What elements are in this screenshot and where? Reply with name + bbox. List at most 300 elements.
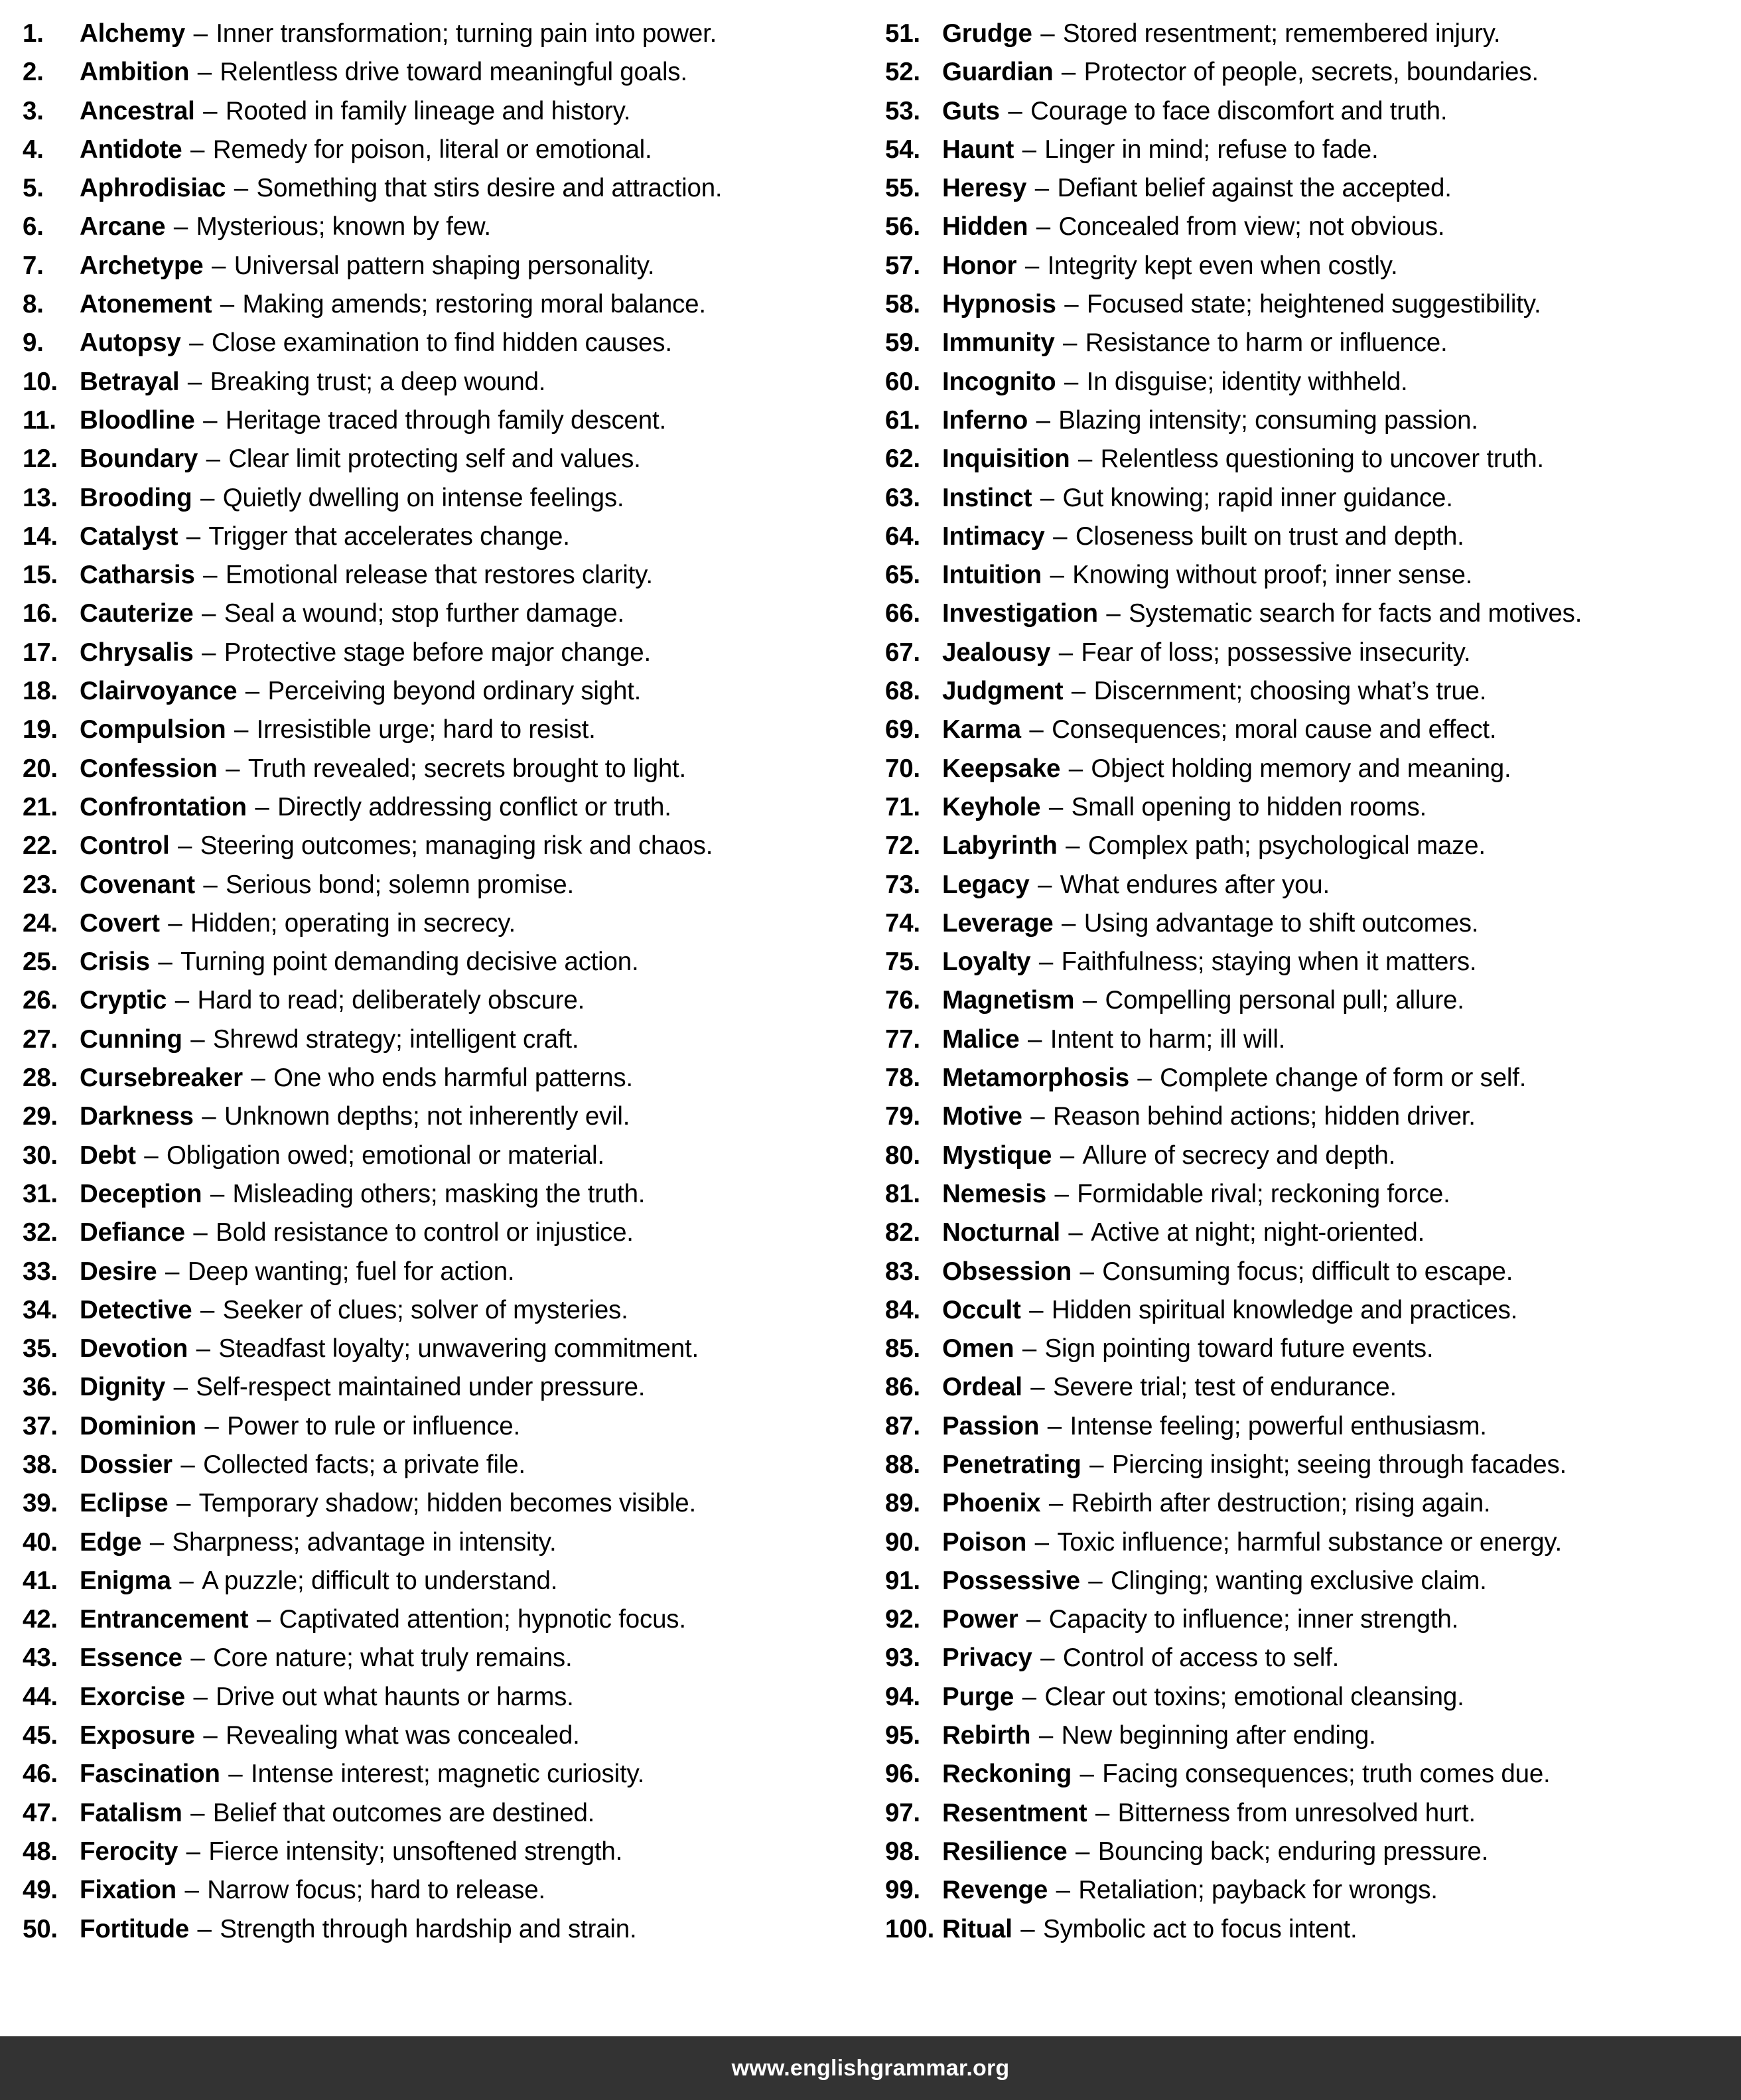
vocabulary-definition: Unknown depths; not inherently evil.: [224, 1102, 630, 1131]
term-definition-separator: –: [1038, 947, 1054, 977]
vocabulary-term: Ambition: [80, 58, 190, 87]
term-definition-separator: –: [173, 212, 188, 242]
term-definition-separator: –: [1068, 1218, 1083, 1247]
vocabulary-term: Purge: [942, 1682, 1014, 1711]
list-item-number: 49.: [23, 1876, 58, 1905]
list-item-number: 26.: [23, 986, 58, 1015]
vocabulary-definition: Capacity to influence; inner strength.: [1048, 1605, 1459, 1634]
vocabulary-term: Ferocity: [80, 1837, 178, 1866]
term-definition-separator: –: [1024, 251, 1040, 280]
list-item-number: 78.: [885, 1064, 920, 1093]
vocabulary-term: Guts: [942, 96, 1000, 125]
vocabulary-term: Occult: [942, 1295, 1021, 1324]
vocabulary-definition: Bouncing back; enduring pressure.: [1097, 1837, 1489, 1866]
list-item: [23, 1214, 859, 1252]
list-item: [885, 1716, 1725, 1755]
vocabulary-definition: Facing consequences; truth comes due.: [1102, 1760, 1551, 1789]
left-word-list: [23, 15, 859, 1949]
term-definition-separator: –: [1034, 174, 1049, 203]
term-definition-separator: –: [193, 1682, 208, 1711]
list-item: [885, 904, 1725, 943]
term-definition-separator: –: [190, 135, 205, 164]
vocabulary-definition: Self-respect maintained under pressure.: [196, 1373, 646, 1402]
right-word-list: [885, 15, 1725, 1949]
term-definition-separator: –: [1089, 1450, 1104, 1479]
vocabulary-definition: Hidden spiritual knowledge and practices.: [1051, 1295, 1518, 1324]
vocabulary-definition: Object holding memory and meaning.: [1091, 754, 1511, 783]
term-definition-separator: –: [196, 1334, 210, 1364]
vocabulary-term: Dignity: [80, 1373, 166, 1402]
term-definition-separator: –: [1036, 405, 1050, 435]
list-item-number: 13.: [23, 483, 58, 512]
vocabulary-term: Malice: [942, 1024, 1020, 1054]
vocabulary-term: Essence: [80, 1644, 182, 1673]
list-item: [885, 1523, 1725, 1562]
vocabulary-definition: Defiant belief against the accepted.: [1057, 174, 1452, 203]
vocabulary-definition: Blazing intensity; consuming passion.: [1058, 405, 1478, 435]
list-item-number: 90.: [885, 1527, 920, 1557]
vocabulary-definition: Strength through hardship and strain.: [220, 1914, 637, 1943]
list-item-number: 88.: [885, 1450, 920, 1479]
list-item-number: 10.: [23, 367, 58, 396]
list-item-number: 67.: [885, 638, 920, 667]
vocabulary-term: Guardian: [942, 58, 1054, 87]
vocabulary-definition: Turning point demanding decisive action.: [180, 947, 639, 977]
list-item-number: 66.: [885, 599, 920, 628]
list-item: [885, 1059, 1725, 1097]
vocabulary-definition: Systematic search for facts and motives.: [1129, 599, 1582, 628]
list-item: [885, 1910, 1725, 1949]
list-item-number: 17.: [23, 638, 58, 667]
vocabulary-term: Compulsion: [80, 715, 226, 744]
vocabulary-definition: Knowing without proof; inner sense.: [1072, 561, 1473, 590]
vocabulary-term: Investigation: [942, 599, 1098, 628]
vocabulary-definition: Collected facts; a private file.: [203, 1450, 525, 1479]
term-definition-separator: –: [190, 1798, 205, 1827]
term-definition-separator: –: [1066, 831, 1080, 861]
list-item-number: 47.: [23, 1798, 58, 1827]
list-item-number: 72.: [885, 831, 920, 861]
list-item: [885, 518, 1725, 556]
term-definition-separator: –: [203, 1721, 218, 1750]
vocabulary-definition: Intense interest; magnetic curiosity.: [250, 1760, 645, 1789]
list-item-number: 65.: [885, 561, 920, 590]
vocabulary-definition: Close examination to find hidden causes.: [211, 328, 672, 358]
vocabulary-term: Catharsis: [80, 561, 195, 590]
vocabulary-term: Confrontation: [80, 792, 247, 821]
list-item: [885, 131, 1725, 169]
vocabulary-definition: Complex path; psychological maze.: [1087, 831, 1486, 861]
term-definition-separator: –: [203, 870, 218, 899]
vocabulary-definition: Relentless questioning to uncover truth.: [1100, 445, 1544, 474]
vocabulary-definition: Directly addressing conflict or truth.: [277, 792, 671, 821]
list-item-number: 54.: [885, 135, 920, 164]
term-definition-separator: –: [193, 1218, 208, 1247]
term-definition-separator: –: [203, 561, 218, 590]
vocabulary-term: Keyhole: [942, 792, 1041, 821]
vocabulary-definition: Emotional release that restores clarity.: [225, 561, 653, 590]
list-item: [885, 15, 1725, 53]
vocabulary-definition: Shrewd strategy; intelligent craft.: [212, 1024, 579, 1054]
vocabulary-definition: Allure of secrecy and depth.: [1082, 1141, 1396, 1170]
vocabulary-term: Fatalism: [80, 1798, 182, 1827]
vocabulary-term: Passion: [942, 1411, 1040, 1440]
vocabulary-definition: Rebirth after destruction; rising again.: [1071, 1489, 1491, 1518]
list-item: [23, 285, 859, 324]
term-definition-separator: –: [189, 328, 204, 358]
list-item: [23, 1253, 859, 1291]
list-item: [885, 479, 1725, 518]
list-item-number: 86.: [885, 1373, 920, 1402]
vocabulary-term: Darkness: [80, 1102, 194, 1131]
list-item-number: 34.: [23, 1295, 58, 1324]
list-item: [885, 324, 1725, 362]
list-item-number: 29.: [23, 1102, 58, 1131]
vocabulary-definition: Serious bond; solemn promise.: [226, 870, 574, 899]
term-definition-separator: –: [187, 367, 202, 396]
vocabulary-term: Instinct: [942, 483, 1032, 512]
vocabulary-term: Fixation: [80, 1876, 176, 1905]
site-footer-bar: [0, 2036, 1741, 2100]
vocabulary-term: Obsession: [942, 1257, 1072, 1286]
vocabulary-term: Inferno: [942, 405, 1028, 435]
list-item-number: 28.: [23, 1064, 58, 1093]
vocabulary-definition: Captivated attention; hypnotic focus.: [279, 1605, 686, 1634]
vocabulary-definition: Formidable rival; reckoning force.: [1077, 1179, 1450, 1208]
list-item-number: 20.: [23, 754, 58, 783]
list-item-number: 21.: [23, 792, 58, 821]
list-item-number: 96.: [885, 1760, 920, 1789]
vocabulary-term: Ancestral: [80, 96, 195, 125]
list-item-number: 94.: [885, 1682, 920, 1711]
list-item-number: 62.: [885, 445, 920, 474]
list-item-number: 93.: [885, 1644, 920, 1673]
list-item-number: 12.: [23, 445, 58, 474]
vocabulary-term: Detective: [80, 1295, 192, 1324]
term-definition-separator: –: [1079, 1257, 1094, 1286]
list-item-number: 41.: [23, 1566, 58, 1595]
term-definition-separator: –: [204, 1411, 219, 1440]
list-item-number: 3.: [23, 96, 44, 125]
list-item: [885, 981, 1725, 1020]
list-item: [885, 1600, 1725, 1639]
term-definition-separator: –: [1029, 1295, 1044, 1324]
list-item-number: 82.: [885, 1218, 920, 1247]
term-definition-separator: –: [1064, 367, 1079, 396]
list-item: [23, 131, 859, 169]
vocabulary-definition: Trigger that accelerates change.: [208, 522, 570, 551]
list-item: [885, 1833, 1725, 1871]
vocabulary-definition: Symbolic act to focus intent.: [1042, 1914, 1358, 1943]
list-item-number: 77.: [885, 1024, 920, 1054]
vocabulary-definition: Consuming focus; difficult to escape.: [1102, 1257, 1513, 1286]
left-column: [0, 15, 870, 2036]
list-item: [885, 247, 1725, 285]
vocabulary-definition: Fear of loss; possessive insecurity.: [1081, 638, 1471, 667]
term-definition-separator: –: [176, 1489, 191, 1518]
vocabulary-term: Magnetism: [942, 986, 1075, 1015]
term-definition-separator: –: [1054, 1179, 1069, 1208]
term-definition-separator: –: [234, 715, 249, 744]
term-definition-separator: –: [1028, 1024, 1042, 1054]
list-item: [885, 788, 1725, 827]
term-definition-separator: –: [1040, 483, 1055, 512]
vocabulary-definition: Quietly dwelling on intense feelings.: [222, 483, 624, 512]
vocabulary-term: Brooding: [80, 483, 192, 512]
term-definition-separator: –: [1022, 1682, 1036, 1711]
vocabulary-definition: Hard to read; deliberately obscure.: [197, 986, 585, 1015]
list-item-number: 19.: [23, 715, 58, 744]
vocabulary-definition: Steering outcomes; managing risk and chaos.: [200, 831, 713, 861]
term-definition-separator: –: [173, 1373, 188, 1402]
vocabulary-definition: Something that stirs desire and attraction.: [256, 174, 723, 203]
list-item-number: 25.: [23, 947, 58, 977]
term-definition-separator: –: [228, 1760, 243, 1789]
term-definition-separator: –: [210, 1179, 225, 1208]
list-item: [23, 1833, 859, 1871]
list-item-number: 58.: [885, 290, 920, 319]
term-definition-separator: –: [165, 1257, 180, 1286]
term-definition-separator: –: [1047, 1411, 1062, 1440]
list-item-number: 43.: [23, 1644, 58, 1673]
vocabulary-term: Judgment: [942, 677, 1064, 706]
vocabulary-term: Defiance: [80, 1218, 185, 1247]
vocabulary-definition: Integrity kept even when costly.: [1047, 251, 1398, 280]
list-item-number: 69.: [885, 715, 920, 744]
list-item: [885, 672, 1725, 711]
term-definition-separator: –: [186, 1837, 200, 1866]
vocabulary-term: Cryptic: [80, 986, 167, 1015]
list-item: [885, 1097, 1725, 1136]
vocabulary-term: Cursebreaker: [80, 1064, 243, 1093]
list-item: [23, 981, 859, 1020]
list-item: [23, 1484, 859, 1523]
term-definition-separator: –: [1061, 58, 1076, 87]
list-item: [885, 556, 1725, 595]
vocabulary-definition: Clear out toxins; emotional cleansing.: [1044, 1682, 1464, 1711]
term-definition-separator: –: [158, 947, 173, 977]
vocabulary-definition: Truth revealed; secrets brought to light.: [247, 754, 687, 783]
vocabulary-term: Phoenix: [942, 1489, 1041, 1518]
list-item: [885, 1253, 1725, 1291]
term-definition-separator: –: [1106, 599, 1121, 628]
vocabulary-term: Penetrating: [942, 1450, 1081, 1479]
term-definition-separator: –: [1040, 19, 1055, 48]
vocabulary-definition: Drive out what haunts or harms.: [216, 1682, 574, 1711]
vocabulary-term: Cunning: [80, 1024, 182, 1054]
list-item: [23, 788, 859, 827]
vocabulary-definition: Linger in mind; refuse to fade.: [1044, 135, 1379, 164]
list-item: [885, 1562, 1725, 1600]
list-item-number: 46.: [23, 1760, 58, 1789]
list-item-number: 33.: [23, 1257, 58, 1286]
list-item: [23, 1407, 859, 1446]
vocabulary-term: Keepsake: [942, 754, 1061, 783]
list-item-number: 38.: [23, 1450, 58, 1479]
list-item: [885, 943, 1725, 981]
vocabulary-definition: Focused state; heightened suggestibility.: [1086, 290, 1541, 319]
term-definition-separator: –: [1095, 1798, 1110, 1827]
vocabulary-term: Grudge: [942, 19, 1032, 48]
vocabulary-term: Catalyst: [80, 522, 178, 551]
list-item: [23, 1755, 859, 1793]
vocabulary-definition: Remedy for poison, literal or emotional.: [212, 135, 652, 164]
vocabulary-definition: Bitterness from unresolved hurt.: [1117, 1798, 1476, 1827]
vocabulary-term: Nemesis: [942, 1179, 1046, 1208]
vocabulary-term: Jealousy: [942, 638, 1051, 667]
list-item: [23, 1600, 859, 1639]
list-item-number: 50.: [23, 1914, 58, 1943]
vocabulary-term: Resentment: [942, 1798, 1087, 1827]
list-item: [885, 53, 1725, 92]
vocabulary-definition: In disguise; identity withheld.: [1086, 367, 1408, 396]
list-item: [23, 1059, 859, 1097]
vocabulary-term: Desire: [80, 1257, 157, 1286]
list-item: [885, 1368, 1725, 1407]
term-definition-separator: –: [1061, 908, 1076, 938]
term-definition-separator: –: [1088, 1566, 1103, 1595]
vocabulary-definition: Stored resentment; remembered injury.: [1062, 19, 1501, 48]
vocabulary-term: Immunity: [942, 328, 1055, 358]
vocabulary-term: Autopsy: [80, 328, 181, 358]
vocabulary-definition: Concealed from view; not obvious.: [1058, 212, 1445, 242]
list-item: [885, 866, 1725, 904]
list-item-number: 52.: [885, 58, 920, 87]
term-definition-separator: –: [1078, 445, 1093, 474]
term-definition-separator: –: [1075, 1837, 1090, 1866]
term-definition-separator: –: [1071, 677, 1086, 706]
term-definition-separator: –: [1037, 870, 1052, 899]
right-column: [870, 15, 1741, 2036]
vocabulary-term: Betrayal: [80, 367, 180, 396]
vocabulary-definition: Breaking trust; a deep wound.: [210, 367, 546, 396]
vocabulary-term: Haunt: [942, 135, 1014, 164]
term-definition-separator: –: [234, 174, 249, 203]
vocabulary-term: Devotion: [80, 1334, 188, 1364]
vocabulary-term: Rebirth: [942, 1721, 1031, 1750]
list-item: [885, 440, 1725, 478]
list-item: [23, 866, 859, 904]
list-item-number: 23.: [23, 870, 58, 899]
vocabulary-term: Chrysalis: [80, 638, 194, 667]
list-item: [23, 750, 859, 788]
term-definition-separator: –: [200, 483, 215, 512]
vocabulary-definition: Hidden; operating in secrecy.: [190, 908, 516, 938]
vocabulary-definition: New beginning after ending.: [1061, 1721, 1376, 1750]
term-definition-separator: –: [1026, 1605, 1041, 1634]
list-item: [23, 92, 859, 131]
vocabulary-term: Antidote: [80, 135, 182, 164]
list-item-number: 71.: [885, 792, 920, 821]
list-item: [885, 1678, 1725, 1716]
term-definition-separator: –: [206, 445, 220, 474]
vocabulary-term: Honor: [942, 251, 1017, 280]
list-item-number: 2.: [23, 58, 44, 87]
term-definition-separator: –: [1030, 1102, 1045, 1131]
term-definition-separator: –: [190, 1024, 205, 1054]
list-item-number: 14.: [23, 522, 58, 551]
vocabulary-definition: Seeker of clues; solver of mysteries.: [222, 1295, 628, 1324]
vocabulary-term: Clairvoyance: [80, 677, 238, 706]
vocabulary-definition: Fierce intensity; unsoftened strength.: [208, 1837, 623, 1866]
vocabulary-definition: Heritage traced through family descent.: [225, 405, 666, 435]
list-item: [885, 1175, 1725, 1214]
vocabulary-term: Intuition: [942, 561, 1042, 590]
vocabulary-definition: Mysterious; known by few.: [196, 212, 491, 242]
list-item: [885, 595, 1725, 633]
list-item: [23, 53, 859, 92]
vocabulary-definition: Relentless drive toward meaningful goals.: [220, 58, 687, 87]
list-item: [23, 15, 859, 53]
list-item-number: 60.: [885, 367, 920, 396]
term-definition-separator: –: [1036, 212, 1050, 242]
term-definition-separator: –: [1058, 638, 1073, 667]
vocabulary-term: Cauterize: [80, 599, 194, 628]
vocabulary-term: Motive: [942, 1102, 1022, 1131]
vocabulary-definition: Closeness built on trust and depth.: [1075, 522, 1464, 551]
list-item: [23, 1562, 859, 1600]
term-definition-separator: –: [200, 1295, 215, 1324]
term-definition-separator: –: [1079, 1760, 1094, 1789]
term-definition-separator: –: [255, 792, 269, 821]
vocabulary-definition: Revealing what was concealed.: [226, 1721, 580, 1750]
list-item: [23, 943, 859, 981]
vocabulary-term: Hidden: [942, 212, 1028, 242]
list-item: [885, 1755, 1725, 1793]
list-item-number: 75.: [885, 947, 920, 977]
vocabulary-definition: Intense feeling; powerful enthusiasm.: [1070, 1411, 1487, 1440]
term-definition-separator: –: [1020, 1914, 1035, 1943]
list-item-number: 37.: [23, 1411, 58, 1440]
term-definition-separator: –: [1034, 1527, 1049, 1557]
list-item: [885, 827, 1725, 865]
list-item-number: 5.: [23, 174, 44, 203]
vocabulary-term: Intimacy: [942, 522, 1045, 551]
list-item: [23, 208, 859, 246]
list-item-number: 40.: [23, 1527, 58, 1557]
vocabulary-term: Poison: [942, 1527, 1027, 1557]
list-item-number: 36.: [23, 1373, 58, 1402]
list-item: [885, 363, 1725, 401]
vocabulary-term: Fortitude: [80, 1914, 190, 1943]
list-item-number: 18.: [23, 677, 58, 706]
list-item-number: 100.: [885, 1914, 935, 1943]
list-item: [23, 401, 859, 440]
vocabulary-term: Dossier: [80, 1450, 173, 1479]
vocabulary-term: Covenant: [80, 870, 195, 899]
vocabulary-term: Exorcise: [80, 1682, 185, 1711]
list-item: [885, 1446, 1725, 1484]
vocabulary-definition: Discernment; choosing what’s true.: [1093, 677, 1487, 706]
list-item: [23, 1291, 859, 1330]
list-item: [885, 169, 1725, 208]
term-definition-separator: –: [1022, 135, 1036, 164]
vocabulary-definition: Sign pointing toward future events.: [1044, 1334, 1434, 1364]
list-item: [23, 1330, 859, 1368]
vocabulary-term: Loyalty: [942, 947, 1031, 977]
list-item-number: 87.: [885, 1411, 920, 1440]
vocabulary-term: Heresy: [942, 174, 1027, 203]
term-definition-separator: –: [193, 19, 208, 48]
list-item: [885, 401, 1725, 440]
term-definition-separator: –: [1048, 1489, 1064, 1518]
list-item: [23, 479, 859, 518]
list-item-number: 8.: [23, 290, 44, 319]
vocabulary-term: Deception: [80, 1179, 202, 1208]
vocabulary-definition: Complete change of form or self.: [1160, 1064, 1527, 1093]
vocabulary-term: Aphrodisiac: [80, 174, 226, 203]
list-item: [23, 363, 859, 401]
